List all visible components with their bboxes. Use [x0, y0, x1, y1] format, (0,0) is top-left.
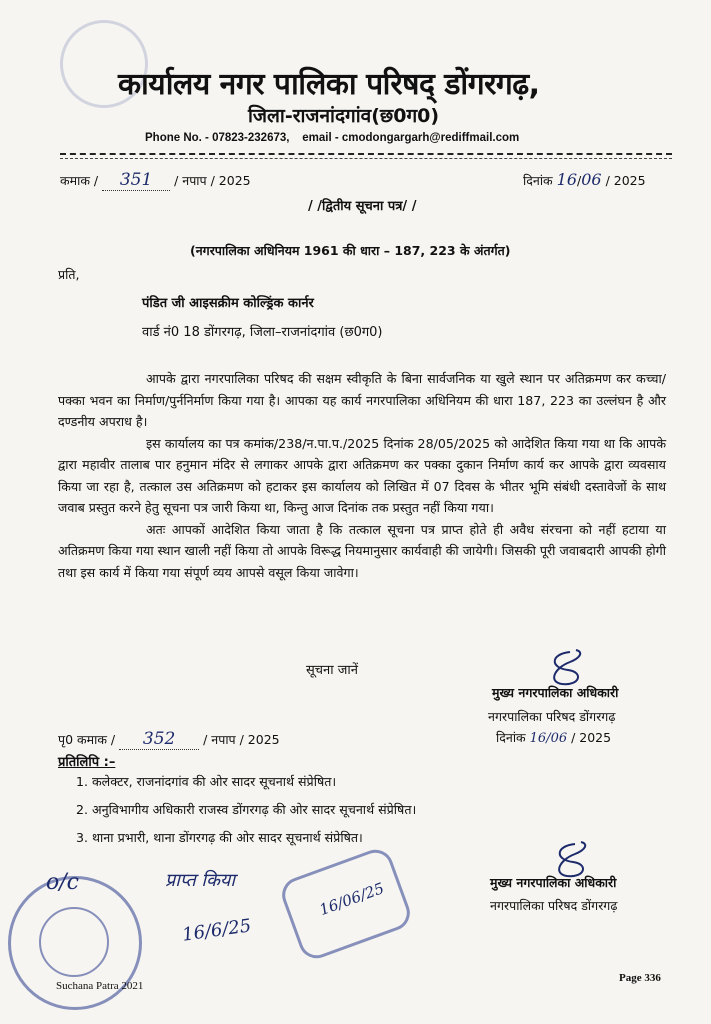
act-reference: (नगरपालिका अधिनियम 1961 की धारा – 187, 223 के अंतर्गत)	[190, 243, 511, 258]
stamp-date: 16/06/25	[316, 879, 387, 919]
signatory-title-2: मुख्य नगरपालिका अधिकारी	[490, 875, 617, 890]
copy-ref-suffix: / नपाप / 2025	[203, 732, 280, 747]
date-label: दिनांक	[523, 173, 553, 188]
copy-item: 3. थाना प्रभारी, थाना डोंगरगढ़ की ओर सादर सूचनार्थ संप्रेषित।	[92, 824, 416, 852]
header-divider	[60, 153, 672, 155]
office-title: कार्यालय नगर पालिका परिषद् डोंगरगढ़,	[118, 67, 540, 102]
copy-item: 2. अनुविभागीय अधिकारी राजस्व डोंगरगढ़ की ओर सादर सूचनार्थ संप्रेषित।	[92, 796, 416, 824]
copies-list	[70, 768, 416, 852]
handwritten-initial: o/c	[46, 870, 79, 895]
ref-number: 351	[102, 170, 170, 191]
recipient-to: प्रति,	[58, 267, 80, 282]
reference-line	[60, 170, 251, 191]
copy-reference-line	[58, 729, 280, 750]
received-note: प्राप्त किया	[165, 870, 236, 891]
date-month: 06	[581, 170, 602, 189]
body-paragraph-1: आपके द्वारा नगरपालिका परिषद की सक्षम स्वीकृति के बिना सार्वजनिक या खुले स्थान पर अतिक्रमण कर कच्चा/पक्का भवन का निर्माण/पुर्ननिर्माण किया गया है। आपका यह कार्य नगरपालिका अधिनियम की धारा 187, 223 का उल्लंघन है और दण्डनीय अपराध है।	[58, 371, 666, 429]
recipient-address: वार्ड नं0 18 डोंगरगढ़, जिला–राजनांदगांव (छ0ग0)	[142, 325, 383, 340]
phone-number: Phone No. - 07823-232673,	[145, 132, 290, 144]
sig-date-label: दिनांक	[496, 730, 526, 745]
body-paragraph-3: अतः आपकों आदेशित किया जाता है कि तत्काल सूचना पत्र प्राप्त होते ही अवैध संरचना को नहीं हटाया या अतिक्रमण किया गया स्थान खाली नहीं किया तो आपके विरूद्ध नियमानुसार कार्यवाही की जायेगी। जिसकी पूरी जवाबदारी आपकी होगी तथा इस कार्य में किया गया संपूर्ण व्यय आपसे वसूल किया जावेगा।	[58, 521, 666, 580]
date-year: / 2025	[605, 173, 646, 188]
copy-item: 1. कलेक्टर, राजनांदगांव की ओर सादर सूचनार्थ संप्रेषित।	[92, 768, 416, 796]
received-date: 16/6/25	[180, 915, 253, 946]
sig-date-year: / 2025	[571, 730, 612, 745]
copy-ref-prefix: पृ0 कमाक /	[58, 732, 116, 747]
signatory-title-1: मुख्य नगरपालिका अधिकारी	[492, 685, 619, 700]
sig-date-value: 16/06	[529, 731, 568, 746]
signatory-date-1	[496, 729, 611, 746]
recipient-name: पंडित जी आइसक्रीम कोल्ड्रिंक कार्नर	[142, 296, 314, 311]
signatory-org-2: नगरपालिका परिषद डोंगरगढ़	[490, 898, 618, 913]
reference-date: दिनांक 16/06 / 2025	[523, 170, 646, 189]
email-address: email - cmodongargarh@rediffmail.com	[302, 132, 520, 144]
ref-suffix: / नपाप / 2025	[174, 173, 251, 188]
header-divider-2	[60, 158, 672, 159]
notice-title: / /द्वितीय सूचना पत्र/ /	[308, 199, 417, 214]
date-day: 16	[556, 170, 577, 189]
body-paragraph-2: इस कार्यालय का पत्र कमांक/238/न.पा.प./2025 दिनांक 28/05/2025 को आदेशित किया गया था कि आपके द्वारा महावीर तालाब पार हनुमान मंदिर से लगाकर आपके द्वारा अतिक्रमण कर पक्का दुकान निर्माण कार्य कर आपके द्वारा व्यवसाय किया जा रहा है, तत्काल उस अतिक्रमण को हटाकर इस कार्यालय को लिखित में 07 दिवस के भीतर भूमि संबंधी दस्तावेजों के साथ जवाब प्रस्तुत करने हेतु सूचना पत्र जारी किया था, किन्तु आज दिनांक तक प्रस्तुत नहीं किया गया।	[58, 435, 666, 515]
copies-heading: प्रतिलिपि :–	[58, 755, 116, 770]
footer-left: Suchana Patra 2021	[56, 980, 144, 992]
copy-ref-number: 352	[119, 729, 199, 750]
footer-page-number: Page 336	[619, 972, 661, 984]
closing-text: सूचना जानें	[306, 663, 358, 678]
signatory-org-1: नगरपालिका परिषद डोंगरगढ़	[488, 709, 616, 724]
office-contact	[145, 132, 519, 144]
ref-prefix: कमाक /	[60, 173, 99, 188]
notice-body	[58, 368, 666, 583]
office-district: जिला-राजनांदगांव(छ0ग0)	[248, 105, 440, 127]
signature-mark-1	[540, 648, 590, 688]
